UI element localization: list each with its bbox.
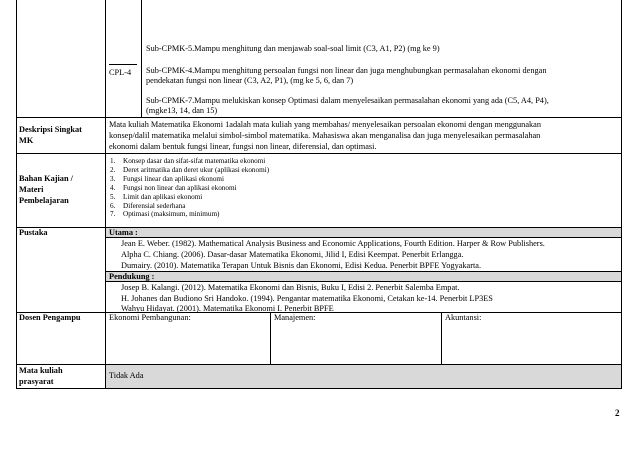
pustaka-label: Pustaka (19, 228, 48, 237)
dosen-label: Dosen Pengampu (19, 313, 81, 322)
bahan-kajian-label-line2: Materi (19, 185, 44, 194)
table-border-left (16, 0, 17, 389)
deskripsi-line2: konsep/dalil matematika melalui simbol-simbol matematika. Mahasiswa akan menganalisa dan juga menyelesaikan permasalahan (109, 131, 541, 140)
deskripsi-line3: ekonomi dalam bentuk fungsi linear, fungsi non linear, diferensial, dan optimasi. (109, 142, 377, 151)
list-item: 6. Diferensial sederhana (110, 201, 186, 210)
list-item: 4. Fungsi non linear dan aplikasi ekonomi (110, 183, 237, 192)
utama-header-bg (106, 227, 622, 237)
prasyarat-label-line1: Mata kuliah (19, 366, 63, 375)
pendukung-label: Pendukung : (109, 272, 155, 281)
list-item: 3. Fungsi linear dan aplikasi ekonomi (110, 174, 225, 183)
deskripsi-label-line1: Deskripsi Singkat (19, 125, 82, 134)
dosen-ekonomi-pembangunan: Ekonomi Pembangunan: (109, 313, 191, 322)
sub-cpmk-4-line2: pendekatan fungsi non linear (C3, A2, P1), (mg ke 5, 6, dan 7) (146, 76, 354, 85)
list-item: 1. Konsep dasar dan sifat-sifat matematika ekonomi (110, 157, 266, 165)
label-column-divider (105, 0, 106, 389)
bahan-kajian-label-line3: Pembelajaran (19, 196, 69, 205)
row-line-1 (16, 117, 622, 118)
sub-cpmk-7-line2: (mgke13, 14, dan 15) (146, 106, 218, 115)
deskripsi-line1: Mata kuliah Matematika Ekonomi 1adalah mata kuliah yang membahas/ menyelesaikan persoalan ekonomi dengan menggunakan (109, 120, 541, 129)
sub-cpmk-5: Sub-CPMK-5.Mampu menghitung dan menjawab soal-soal limit (C3, A1, P2) (mg ke 9) (146, 44, 440, 53)
sub-cpmk-4-line1: Sub-CPMK-4.Mampu menghitung persoalan fungsi non linear dan juga menghubungkan permasalahan ekonomi dengan (146, 66, 547, 75)
row-line-5 (16, 364, 622, 365)
sub-cpmk-7-line1: Sub-CPMK-7.Mampu melukiskan konsep Optimasi dalam menyelesaikan permasalahan ekonomi yang ada (C5, A4, P4), (146, 96, 549, 105)
utama-ref-2: Alpha C. Chiang. (2006). Dasar-dasar Matematika Ekonomi, Jilid I, Edisi Keempat. Penerbit Erlangga. (121, 250, 464, 259)
table-border-right (621, 0, 622, 389)
prasyarat-value: Tidak Ada (109, 371, 144, 380)
prasyarat-row-bg (106, 364, 622, 388)
prasyarat-label-line2: prasyarat (19, 377, 54, 386)
dosen-divider-2 (441, 312, 442, 364)
pendukung-underline (105, 281, 622, 282)
deskripsi-label-line2: MK (19, 136, 34, 145)
utama-ref-3: Dumairy. (2010). Matematika Terapan Untuk Bisnis dan Ekonomi, Edisi Kedua. Penerbit BPFE Yogyakarta. (121, 261, 482, 270)
row-line-3 (16, 227, 622, 228)
list-item: 7. Optimasi (maksimum, minimum) (110, 210, 220, 219)
cpl-column-divider (141, 0, 142, 117)
row-line-6 (16, 388, 622, 389)
pendukung-header-bg (106, 271, 622, 281)
row-line-2 (16, 153, 622, 154)
dosen-divider-1 (270, 312, 271, 364)
pendukung-ref-2: H. Johanes dan Budiono Sri Handoko. (1994). Pengantar matematika Ekonomi, Cetakan ke-14. Penerbit LP3ES (121, 294, 493, 303)
bahan-kajian-list (110, 157, 269, 219)
dosen-manajemen: Manajemen: (274, 313, 316, 322)
dosen-akuntansi: Akuntansi: (445, 313, 482, 322)
utama-label: Utama : (109, 228, 138, 237)
utama-ref-1: Jean E. Weber. (1982). Mathematical Analysis Business and Economic Applications, Fourth Edition. Harper & Row Publishers. (121, 239, 545, 248)
pendukung-ref-1: Josep B. Kalangi. (2012). Matematika Ekonomi dan Bisnis, Buku I, Edisi 2. Penerbit Salemba Empat. (121, 283, 460, 292)
utama-underline (105, 237, 622, 238)
list-item: 2. Deret aritmatika dan deret ukur (aplikasi ekonomi) (110, 165, 270, 174)
bahan-kajian-label-line1: Bahan Kajian / (19, 174, 73, 183)
pendukung-ref-3: Wahyu Hidayat. (2001). Matematika Ekonomi I. Penerbit BPFE (121, 304, 334, 313)
page-number: 2 (615, 408, 620, 418)
cpl-label: CPL-4 (109, 68, 132, 77)
list-item: 5. Limit dan aplikasi ekonomi (110, 192, 203, 201)
cpl-rule (109, 64, 137, 65)
